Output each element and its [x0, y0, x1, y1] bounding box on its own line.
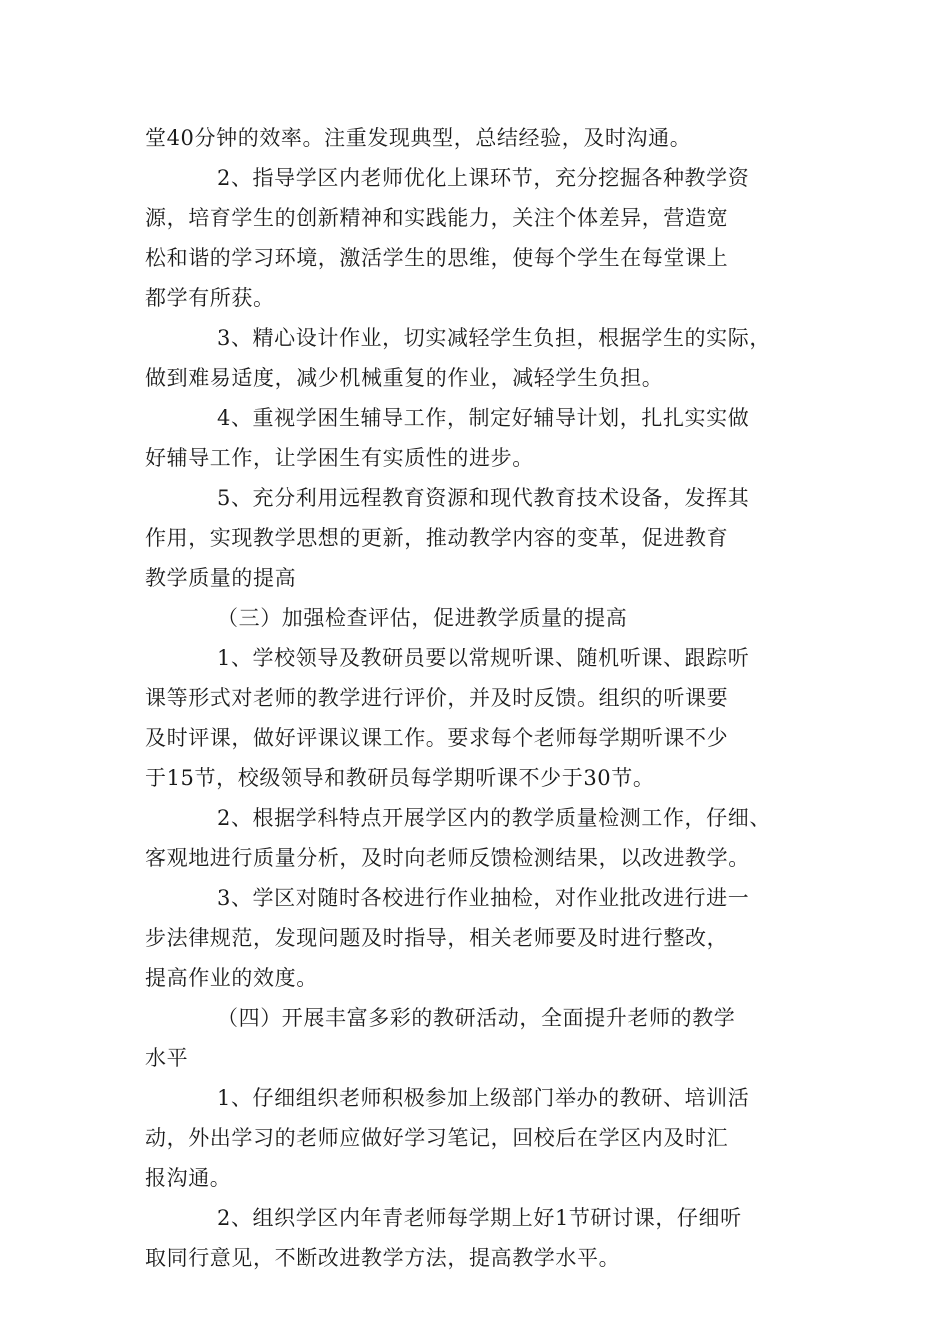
text-line: 松和谐的学习环境，激活学生的思维，使每个学生在每堂课上: [145, 246, 729, 270]
paragraph-start-line: 5、充分利用远程教育资源和现代教育技术设备，发挥其: [217, 486, 750, 510]
section-heading: （三）加强检查评估，促进教学质量的提高: [217, 606, 628, 630]
text-line: 好辅导工作，让学困生有实质性的进步。: [145, 446, 534, 470]
text-line: 于15节，校级领导和教研员每学期听课不少于30节。: [145, 766, 655, 790]
text-line: 源，培育学生的创新精神和实践能力，关注个体差异，营造宽: [145, 206, 729, 230]
text-line: 步法律规范，发现问题及时指导，相关老师要及时进行整改，: [145, 926, 729, 950]
paragraph-start-line: 1、仔细组织老师积极参加上级部门举办的教研、培训活: [217, 1086, 750, 1110]
text-line: 做到难易适度，减少机械重复的作业，减轻学生负担。: [145, 366, 664, 390]
document-body: [145, 118, 810, 1278]
text-line: 教学质量的提高: [145, 566, 297, 590]
text-line: 客观地进行质量分析，及时向老师反馈检测结果，以改进教学。: [145, 846, 750, 870]
text-line: 及时评课，做好评课议课工作。要求每个老师每学期听课不少: [145, 726, 729, 750]
text-line: 作用，实现教学思想的更新，推动教学内容的变革，促进教育: [145, 526, 729, 550]
section-heading: （四）开展丰富多彩的教研活动，全面提升老师的教学: [217, 1006, 736, 1030]
paragraph-start-line: 2、根据学科特点开展学区内的教学质量检测工作，仔细、: [217, 806, 771, 830]
paragraph-start-line: 2、组织学区内年青老师每学期上好1节研讨课，仔细听: [217, 1206, 742, 1230]
paragraph-start-line: 3、学区对随时各校进行作业抽检，对作业批改进行进一: [217, 886, 750, 910]
text-line: 动，外出学习的老师应做好学习笔记，回校后在学区内及时汇: [145, 1126, 729, 1150]
text-line: 提高作业的效度。: [145, 966, 318, 990]
text-line: 取同行意见，不断改进教学方法，提高教学水平。: [145, 1246, 621, 1270]
paragraph-start-line: 4、重视学困生辅导工作，制定好辅导计划，扎扎实实做: [217, 406, 750, 430]
section-heading-continuation: 水平: [145, 1046, 189, 1070]
text-line: 堂40分钟的效率。注重发现典型，总结经验，及时沟通。: [145, 126, 692, 150]
text-line: 都学有所获。: [145, 286, 275, 310]
paragraph-start-line: 1、学校领导及教研员要以常规听课、随机听课、跟踪听: [217, 646, 750, 670]
paragraph-start-line: 3、精心设计作业，切实减轻学生负担，根据学生的实际，: [217, 326, 771, 350]
paragraph-start-line: 2、指导学区内老师优化上课环节，充分挖掘各种教学资: [217, 166, 750, 190]
text-line: 课等形式对老师的教学进行评价，并及时反馈。组织的听课要: [145, 686, 729, 710]
text-line: 报沟通。: [145, 1166, 232, 1190]
